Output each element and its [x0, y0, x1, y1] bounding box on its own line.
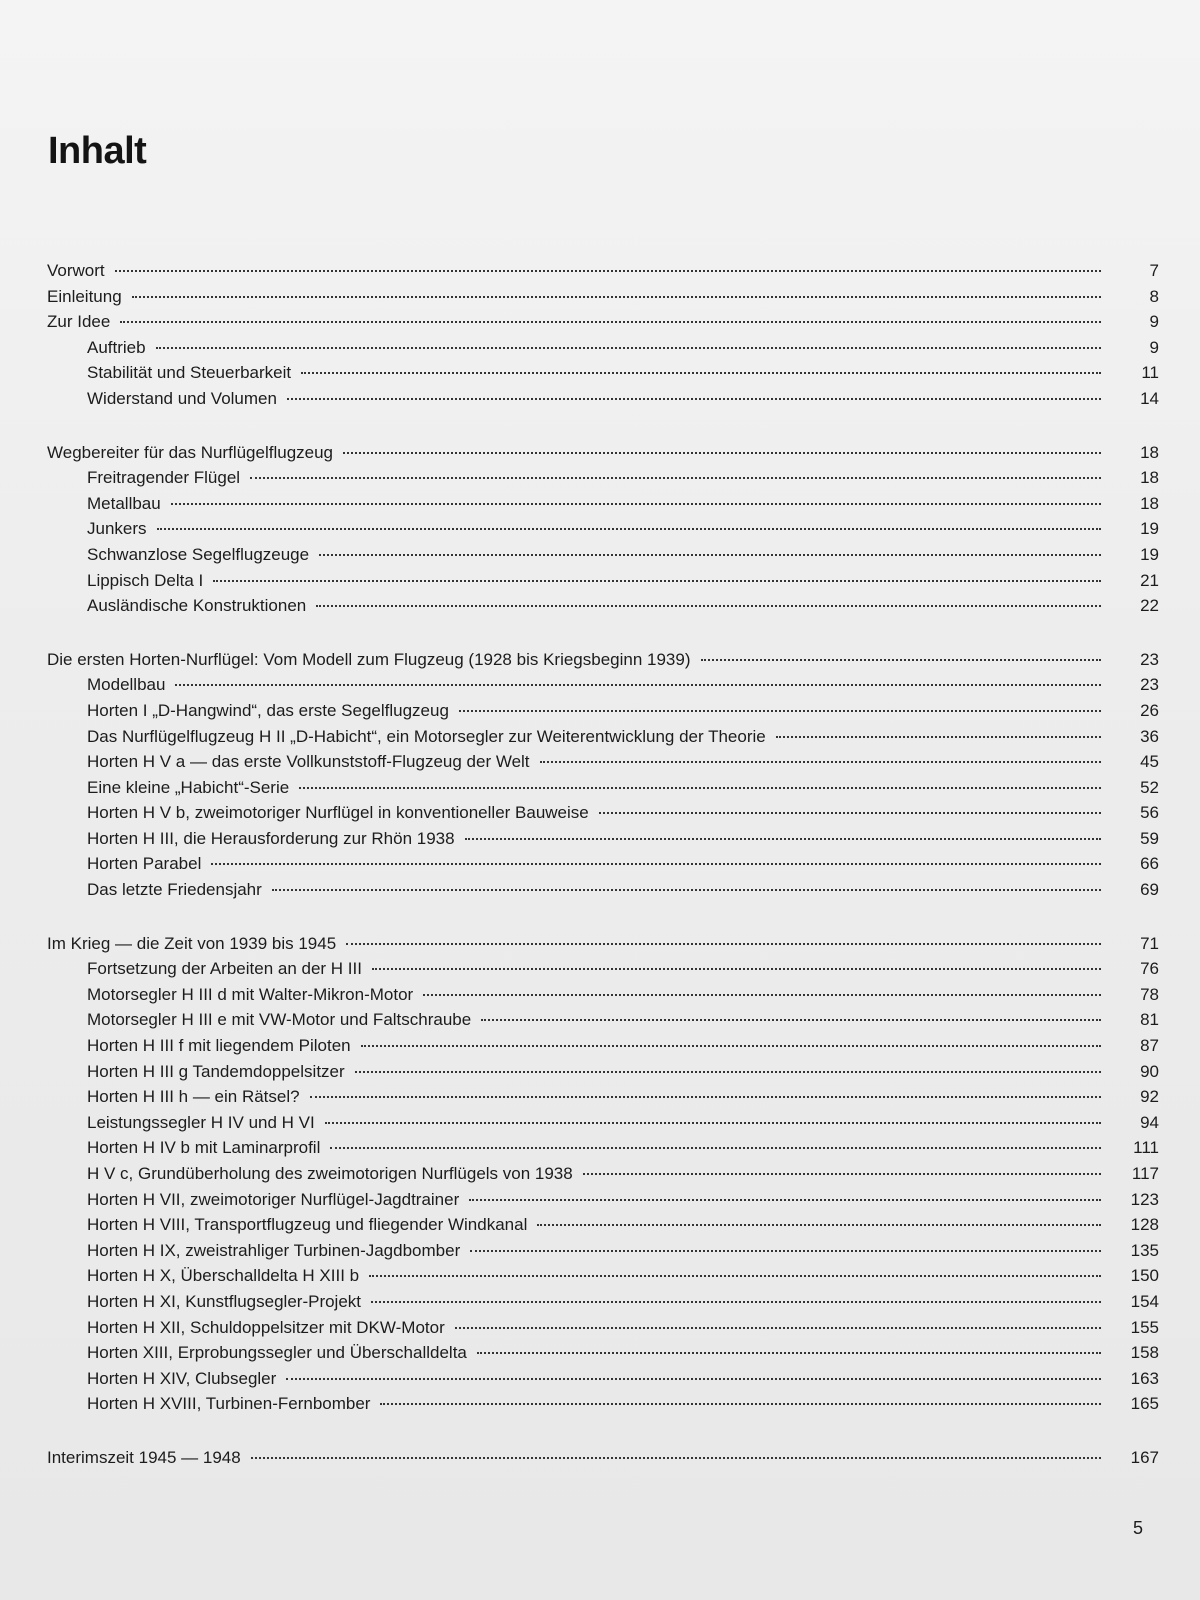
toc-entry-page: 8: [1149, 286, 1159, 306]
toc-entry-label: Im Krieg — die Zeit von 1939 bis 1945: [47, 933, 337, 953]
toc-entry-label: Horten H III f mit liegendem Piloten: [87, 1036, 351, 1056]
toc-entry-label: Zur Idee: [47, 312, 111, 332]
toc-entry-label: Das letzte Friedensjahr: [87, 880, 262, 900]
dot-leader: [310, 1096, 1101, 1098]
toc-section: [47, 258, 1159, 412]
toc-subentry: [47, 749, 1159, 775]
dot-leader: [250, 477, 1101, 479]
toc-entry-label: Horten Parabel: [87, 854, 202, 874]
toc-subentry: [47, 491, 1159, 517]
toc-entry-page: 158: [1130, 1343, 1159, 1363]
toc-subentry: [47, 1212, 1159, 1238]
toc-subentry: [47, 851, 1159, 877]
toc-entry-label: Auftrieb: [87, 337, 146, 357]
toc-entry-page: 69: [1140, 880, 1159, 900]
toc-entry-page: 18: [1140, 468, 1159, 488]
toc-entry-page: 19: [1140, 519, 1159, 539]
toc-entry-page: 66: [1140, 854, 1159, 874]
toc-entry-label: Horten H III, die Herausforderung zur Rhön 1938: [87, 828, 455, 848]
toc-entry-label: Horten H IV b mit Laminarprofil: [87, 1138, 321, 1158]
toc-entry: [47, 647, 1159, 673]
dot-leader: [251, 1457, 1101, 1459]
page-number: 5: [1132, 1518, 1143, 1538]
toc-entry-label: Motorsegler H III d mit Walter-Mikron-Motor: [87, 984, 414, 1004]
dot-leader: [120, 321, 1101, 323]
toc-entry-label: Metallbau: [87, 493, 161, 513]
toc-entry-page: 36: [1140, 726, 1159, 746]
toc-subentry: [47, 1161, 1159, 1187]
dot-leader: [316, 605, 1101, 607]
toc-subentry: [47, 877, 1159, 903]
dot-leader: [469, 1199, 1101, 1201]
dot-leader: [211, 863, 1101, 865]
toc-entry-page: 87: [1140, 1036, 1159, 1056]
toc-entry-label: Horten H XIV, Clubsegler: [87, 1368, 277, 1388]
toc-subentry: [47, 335, 1159, 361]
dot-leader: [301, 372, 1101, 374]
toc-entry-label: Eine kleine „Habicht“-Serie: [87, 777, 290, 797]
toc-entry-label: Stabilität und Steuerbarkeit: [87, 363, 292, 383]
dot-leader: [346, 943, 1101, 945]
toc-section: [47, 931, 1159, 1417]
toc-entry-label: Horten XIII, Erprobungssegler und Überschalldelta: [87, 1343, 467, 1363]
dot-leader: [423, 994, 1101, 996]
dot-leader: [776, 736, 1101, 738]
toc-entry-page: 21: [1140, 570, 1159, 590]
toc-entry-page: 18: [1140, 493, 1159, 513]
toc-entry-page: 11: [1141, 363, 1159, 383]
dot-leader: [272, 889, 1101, 891]
toc-entry-label: Einleitung: [47, 286, 122, 306]
dot-leader: [465, 838, 1101, 840]
dot-leader: [540, 761, 1101, 763]
toc-entry: [47, 284, 1159, 310]
dot-leader: [459, 710, 1101, 712]
dot-leader: [156, 347, 1101, 349]
toc-subentry: [47, 360, 1159, 386]
dot-leader: [380, 1403, 1101, 1405]
toc-entry: [47, 931, 1159, 957]
toc-entry-page: 23: [1140, 649, 1159, 669]
toc-entry-label: Freitragender Flügel: [87, 468, 241, 488]
dot-leader: [701, 659, 1101, 661]
toc-subentry: [47, 1033, 1159, 1059]
toc-section: [47, 1445, 1159, 1471]
toc-entry-label: Lippisch Delta I: [87, 570, 204, 590]
toc-subentry: [47, 568, 1159, 594]
toc-subentry: [47, 1135, 1159, 1161]
toc-entry-page: 56: [1140, 803, 1159, 823]
dot-leader: [319, 554, 1101, 556]
toc-entry-page: 167: [1130, 1447, 1159, 1467]
toc-entry-label: Motorsegler H III e mit VW-Motor und Faltschraube: [87, 1010, 472, 1030]
toc-subentry: [47, 982, 1159, 1008]
toc-entry-page: 71: [1140, 933, 1159, 953]
toc-entry-label: Horten H III h — ein Rätsel?: [87, 1087, 300, 1107]
toc-entry-page: 154: [1130, 1291, 1159, 1311]
toc-entry-label: Horten H V a — das erste Vollkunststoff-Flugzeug der Welt: [87, 752, 530, 772]
toc-entry-page: 117: [1131, 1164, 1159, 1183]
toc-subentry: [47, 1391, 1159, 1417]
toc-subentry: [47, 542, 1159, 568]
toc-entry-page: 14: [1140, 388, 1159, 408]
toc-entry-label: Horten H VII, zweimotoriger Nurflügel-Jagdtrainer: [87, 1189, 460, 1209]
dot-leader: [371, 1301, 1101, 1303]
toc-entry-page: 150: [1130, 1266, 1159, 1286]
toc-entry-page: 76: [1140, 959, 1159, 979]
dot-leader: [361, 1045, 1101, 1047]
dot-leader: [175, 684, 1101, 686]
dot-leader: [157, 528, 1101, 530]
dot-leader: [213, 580, 1101, 582]
toc-subentry: [47, 465, 1159, 491]
dot-leader: [299, 787, 1101, 789]
toc-entry-page: 9: [1149, 312, 1159, 332]
toc-entry-label: Interimszeit 1945 — 1948: [47, 1447, 241, 1467]
toc-entry-label: Das Nurflügelflugzeug H II „D-Habicht“, ein Motorsegler zur Weiterentwicklung der Theorie: [87, 726, 766, 746]
toc-entry-page: 78: [1140, 984, 1159, 1004]
dot-leader: [355, 1071, 1101, 1073]
toc-subentry: [47, 1110, 1159, 1136]
toc-subentry: [47, 593, 1159, 619]
toc-entry-page: 59: [1140, 828, 1159, 848]
toc-entry-page: 19: [1140, 544, 1159, 564]
dot-leader: [481, 1019, 1101, 1021]
toc-entry-page: 45: [1140, 752, 1159, 772]
toc-subentry: [47, 826, 1159, 852]
toc-entry-page: 128: [1130, 1215, 1159, 1235]
toc-entry-page: 81: [1140, 1010, 1159, 1030]
dot-leader: [132, 296, 1101, 298]
toc-entry: [47, 1445, 1159, 1471]
toc-entry-page: 165: [1130, 1394, 1159, 1414]
toc-entry-page: 123: [1130, 1189, 1159, 1209]
dot-leader: [287, 398, 1101, 400]
toc-entry-page: 92: [1140, 1087, 1159, 1107]
toc-entry-label: Wegbereiter für das Nurflügelflugzeug: [47, 442, 334, 462]
toc-entry-label: Schwanzlose Segelflugzeuge: [87, 544, 310, 564]
toc-subentry: [47, 956, 1159, 982]
toc-subentry: [47, 672, 1159, 698]
dot-leader: [171, 503, 1101, 505]
dot-leader: [455, 1327, 1101, 1329]
dot-leader: [372, 968, 1101, 970]
toc-entry-page: 26: [1140, 700, 1159, 720]
toc-entry-label: Horten H IX, zweistrahliger Turbinen-Jagdbomber: [87, 1240, 461, 1260]
toc-subentry: [47, 516, 1159, 542]
toc-subentry: [47, 1366, 1159, 1392]
toc-section: [47, 647, 1159, 903]
dot-leader: [477, 1352, 1101, 1354]
toc-entry: [47, 258, 1159, 284]
toc-entry-page: 7: [1149, 261, 1159, 280]
toc-entry-label: Leistungssegler H IV und H VI: [87, 1112, 315, 1132]
toc-entry-label: Fortsetzung der Arbeiten an der H III: [87, 959, 362, 979]
dot-leader: [369, 1275, 1101, 1277]
table-of-contents: [47, 258, 1159, 1499]
toc-entry-label: Horten H III g Tandemdoppelsitzer: [87, 1061, 345, 1081]
dot-leader: [115, 270, 1101, 272]
dot-leader: [537, 1224, 1101, 1226]
toc-subentry: [47, 775, 1159, 801]
toc-subentry: [47, 1289, 1159, 1315]
toc-entry-label: Horten H X, Überschalldelta H XIII b: [87, 1266, 360, 1286]
toc-subentry: [47, 1238, 1159, 1264]
toc-entry-label: Horten I „D-Hangwind“, das erste Segelflugzeug: [87, 700, 449, 720]
toc-subentry: [47, 386, 1159, 412]
toc-entry-page: 52: [1140, 777, 1159, 797]
toc-entry-page: 18: [1140, 442, 1159, 462]
toc-entry-label: Widerstand und Volumen: [87, 388, 277, 408]
dot-leader: [470, 1250, 1101, 1252]
toc-entry-label: Junkers: [87, 519, 147, 539]
toc-entry-page: 23: [1140, 675, 1159, 695]
toc-subentry: [47, 1084, 1159, 1110]
toc-entry-label: Modellbau: [87, 675, 166, 695]
toc-entry-page: 22: [1140, 596, 1159, 616]
toc-subentry: [47, 1059, 1159, 1085]
dot-leader: [583, 1173, 1101, 1175]
toc-entry-page: 135: [1130, 1240, 1159, 1260]
toc-entry-label: Vorwort: [47, 261, 105, 280]
toc-subentry: [47, 1263, 1159, 1289]
toc-subentry: [47, 724, 1159, 750]
page-title: Inhalt: [48, 130, 147, 172]
toc-entry-label: H V c, Grundüberholung des zweimotorigen Nurflügels von 1938: [87, 1164, 573, 1183]
toc-entry: [47, 440, 1159, 466]
toc-entry-label: Horten H V b, zweimotoriger Nurflügel in konventioneller Bauweise: [87, 803, 589, 823]
toc-entry-page: 94: [1140, 1112, 1159, 1132]
dot-leader: [325, 1122, 1101, 1124]
toc-entry-label: Horten H XVIII, Turbinen-Fernbomber: [87, 1394, 371, 1414]
toc-entry-page: 155: [1130, 1317, 1159, 1337]
toc-entry-page: 163: [1130, 1368, 1159, 1388]
dot-leader: [286, 1378, 1101, 1380]
toc-entry-label: Horten H XII, Schuldoppelsitzer mit DKW-Motor: [87, 1317, 445, 1337]
toc-subentry: [47, 698, 1159, 724]
toc-entry: [47, 309, 1159, 335]
toc-subentry: [47, 1315, 1159, 1341]
toc-entry-label: Die ersten Horten-Nurflügel: Vom Modell zum Flugzeug (1928 bis Kriegsbeginn 1939): [47, 649, 691, 669]
dot-leader: [343, 452, 1101, 454]
toc-subentry: [47, 1007, 1159, 1033]
toc-subentry: [47, 800, 1159, 826]
toc-entry-page: 90: [1140, 1061, 1159, 1081]
toc-section: [47, 440, 1159, 619]
dot-leader: [330, 1147, 1101, 1149]
toc-entry-label: Horten H VIII, Transportflugzeug und fliegender Windkanal: [87, 1215, 528, 1235]
toc-entry-label: Horten H XI, Kunstflugsegler-Projekt: [87, 1291, 362, 1311]
toc-entry-label: Ausländische Konstruktionen: [87, 596, 307, 616]
toc-entry-page: 111: [1133, 1138, 1159, 1158]
toc-entry-page: 9: [1149, 337, 1159, 357]
toc-subentry: [47, 1340, 1159, 1366]
dot-leader: [599, 812, 1101, 814]
toc-subentry: [47, 1187, 1159, 1213]
